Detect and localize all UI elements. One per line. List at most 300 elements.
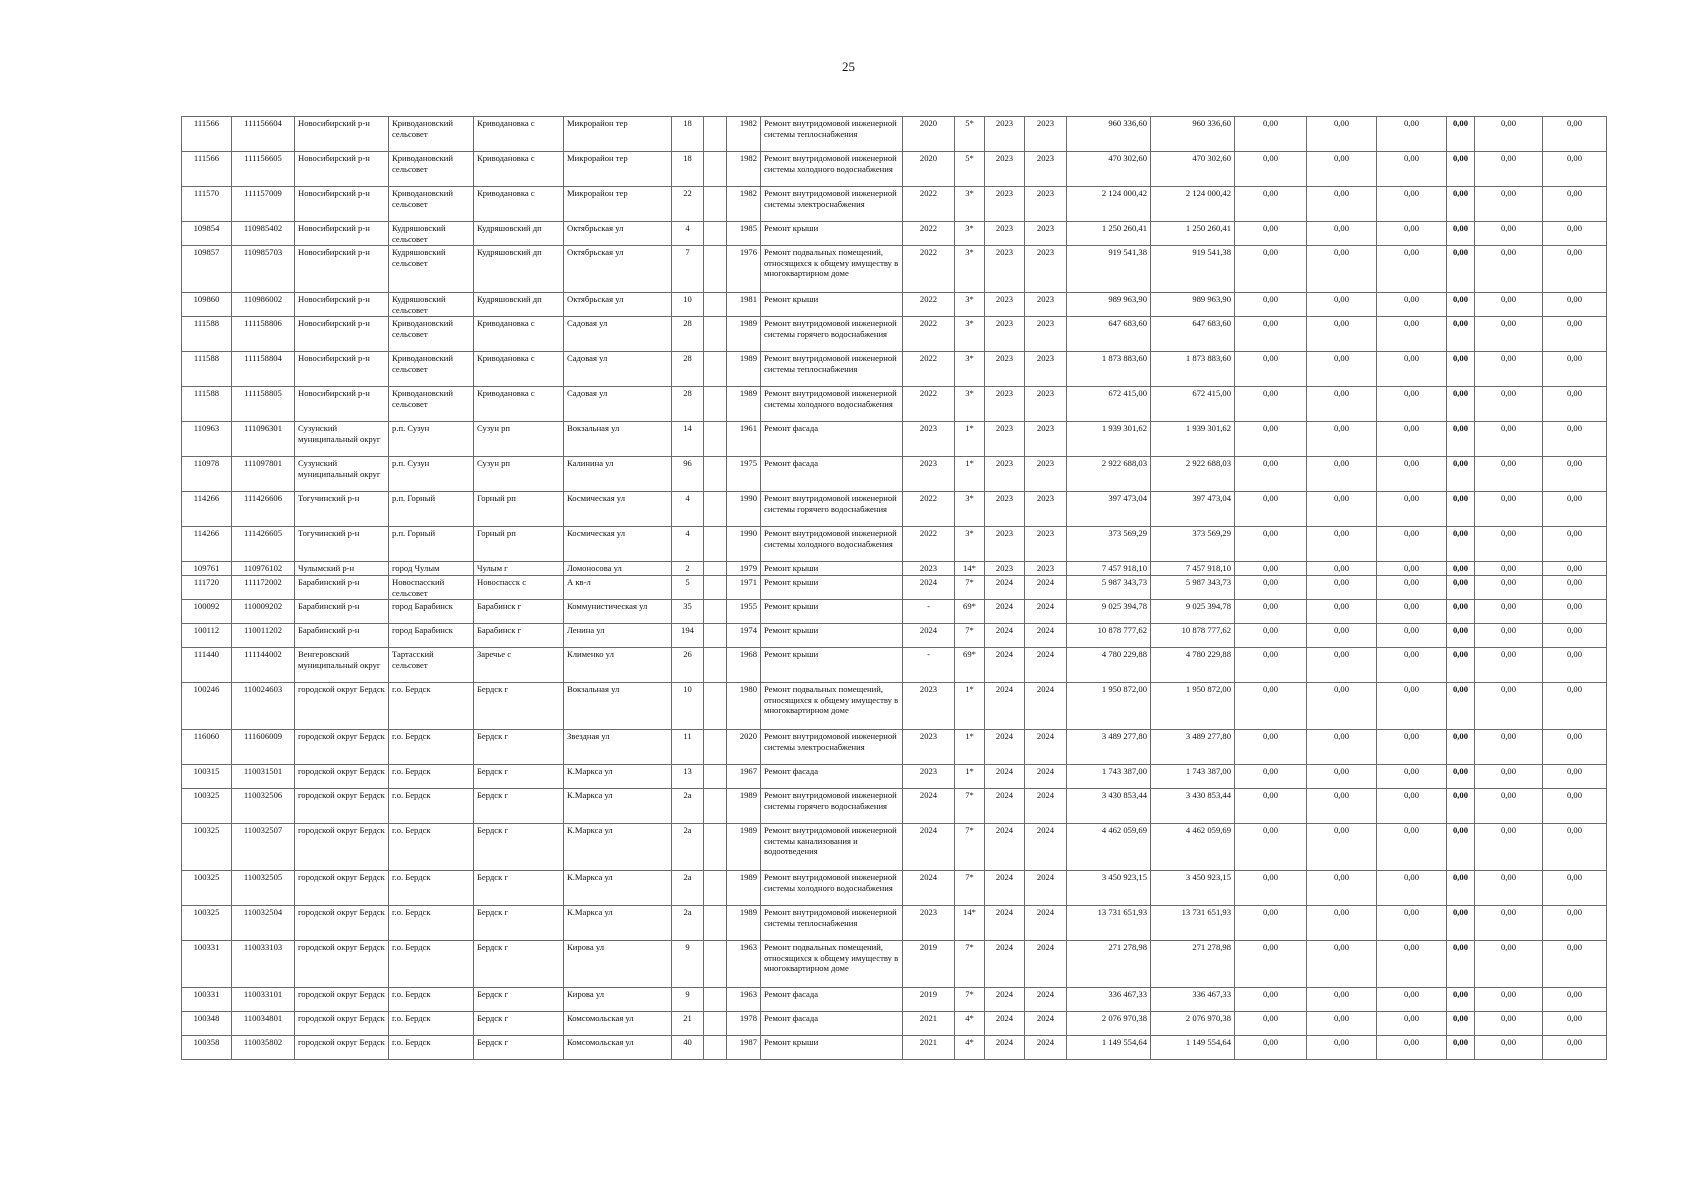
value-zero-cell: 0,00 bbox=[1543, 941, 1607, 988]
value-zero-cell: 0,00 bbox=[1307, 317, 1377, 352]
plan-year-cell: 2022 bbox=[903, 246, 955, 293]
start-year-cell: 2024 bbox=[985, 941, 1025, 988]
value-zero-cell: 0,00 bbox=[1475, 492, 1543, 527]
street-cell: Микрорайон тер bbox=[564, 117, 672, 152]
value-zero-cell: 0,00 bbox=[1235, 317, 1307, 352]
house-number-cell: 9 bbox=[672, 988, 704, 1012]
table-row bbox=[182, 562, 1607, 576]
value-zero-cell: 0,00 bbox=[1235, 906, 1307, 941]
house-code-cell: 111144002 bbox=[232, 648, 295, 683]
total-cost-cell: 1 939 301,62 bbox=[1067, 422, 1151, 457]
build-year-cell: 1989 bbox=[727, 824, 761, 871]
end-year-cell: 2023 bbox=[1025, 117, 1067, 152]
start-year-cell: 2024 bbox=[985, 906, 1025, 941]
start-year-cell: 2024 bbox=[985, 683, 1025, 730]
total-cost-cell: 7 457 918,10 bbox=[1067, 562, 1151, 576]
total-cost-cell: 9 025 394,78 bbox=[1067, 600, 1151, 624]
total-cost-cell: 672 415,00 bbox=[1067, 387, 1151, 422]
house-number-cell: 4 bbox=[672, 492, 704, 527]
council-cell: г.о. Бердск bbox=[389, 824, 474, 871]
end-year-cell: 2024 bbox=[1025, 789, 1067, 824]
house-number-cell: 28 bbox=[672, 387, 704, 422]
value-zero-cell: 0,00 bbox=[1235, 824, 1307, 871]
value-zero-cell: 0,00 bbox=[1475, 906, 1543, 941]
value-zero-cell: 0,00 bbox=[1543, 1012, 1607, 1036]
build-year-cell: 1985 bbox=[727, 222, 761, 246]
table-row bbox=[182, 222, 1607, 246]
value-zero-cell: 0,00 bbox=[1543, 906, 1607, 941]
total-cost-cell: 1 950 872,00 bbox=[1067, 683, 1151, 730]
value-zero-cell: 0,00 bbox=[1447, 575, 1475, 599]
work-type-cell: Ремонт внутридомовой инженерной системы теплоснабжения bbox=[761, 906, 903, 941]
district-cell: Чулымский р-н bbox=[295, 562, 389, 576]
district-cell: Новосибирский р-н bbox=[295, 222, 389, 246]
build-year-cell: 1963 bbox=[727, 941, 761, 988]
value-zero-cell: 0,00 bbox=[1235, 527, 1307, 562]
value-zero-cell: 0,00 bbox=[1543, 527, 1607, 562]
end-year-cell: 2023 bbox=[1025, 222, 1067, 246]
value-zero-cell: 0,00 bbox=[1543, 789, 1607, 824]
plan-year-cell: - bbox=[903, 648, 955, 683]
council-cell: г.о. Бердск bbox=[389, 871, 474, 906]
locality-cell: Сузун рп bbox=[474, 422, 564, 457]
note-mark-cell: 3* bbox=[955, 317, 985, 352]
plan-year-cell: 2024 bbox=[903, 624, 955, 648]
value-zero-cell: 0,00 bbox=[1475, 422, 1543, 457]
value-zero-cell: 0,00 bbox=[1377, 387, 1447, 422]
plan-year-cell: 2023 bbox=[903, 457, 955, 492]
house-number-cell: 2а bbox=[672, 906, 704, 941]
empty-col-cell bbox=[704, 600, 727, 624]
total-cost-cell: 647 683,60 bbox=[1067, 317, 1151, 352]
build-year-cell: 1980 bbox=[727, 683, 761, 730]
table-row bbox=[182, 246, 1607, 293]
value-zero-cell: 0,00 bbox=[1543, 824, 1607, 871]
row-id-cell: 100325 bbox=[182, 871, 232, 906]
locality-cell: Бердск г bbox=[474, 988, 564, 1012]
locality-cell: Криводановка с bbox=[474, 352, 564, 387]
table-row bbox=[182, 600, 1607, 624]
empty-col-cell bbox=[704, 988, 727, 1012]
plan-year-cell: 2023 bbox=[903, 422, 955, 457]
street-cell: Клименко ул bbox=[564, 648, 672, 683]
build-year-cell: 1974 bbox=[727, 624, 761, 648]
value-zero-cell: 0,00 bbox=[1475, 562, 1543, 576]
council-cell: г.о. Бердск bbox=[389, 730, 474, 765]
district-cell: Новосибирский р-н bbox=[295, 246, 389, 293]
council-cell: город Барабинск bbox=[389, 600, 474, 624]
work-type-cell: Ремонт фасада bbox=[761, 457, 903, 492]
locality-cell: Горный рп bbox=[474, 492, 564, 527]
total-cost-cell: 3 489 277,80 bbox=[1067, 730, 1151, 765]
note-mark-cell: 1* bbox=[955, 765, 985, 789]
row-id-cell: 111440 bbox=[182, 648, 232, 683]
district-cell: городской округ Бердск bbox=[295, 941, 389, 988]
fund-cost-cell: 1 873 883,60 bbox=[1151, 352, 1235, 387]
plan-year-cell: 2023 bbox=[903, 730, 955, 765]
end-year-cell: 2024 bbox=[1025, 1036, 1067, 1060]
value-zero-cell: 0,00 bbox=[1475, 941, 1543, 988]
value-zero-cell: 0,00 bbox=[1307, 187, 1377, 222]
row-id-cell: 100331 bbox=[182, 988, 232, 1012]
fund-cost-cell: 647 683,60 bbox=[1151, 317, 1235, 352]
end-year-cell: 2024 bbox=[1025, 765, 1067, 789]
house-code-cell: 111097801 bbox=[232, 457, 295, 492]
value-zero-cell: 0,00 bbox=[1377, 871, 1447, 906]
street-cell: К.Маркса ул bbox=[564, 789, 672, 824]
value-zero-cell: 0,00 bbox=[1307, 352, 1377, 387]
value-zero-cell: 0,00 bbox=[1235, 187, 1307, 222]
house-code-cell: 110985703 bbox=[232, 246, 295, 293]
build-year-cell: 1981 bbox=[727, 293, 761, 317]
house-number-cell: 10 bbox=[672, 293, 704, 317]
street-cell: Комсомольская ул bbox=[564, 1036, 672, 1060]
house-code-cell: 110034801 bbox=[232, 1012, 295, 1036]
table-body bbox=[182, 117, 1607, 1060]
value-zero-cell: 0,00 bbox=[1235, 246, 1307, 293]
table-row bbox=[182, 575, 1607, 599]
value-zero-cell: 0,00 bbox=[1377, 246, 1447, 293]
fund-cost-cell: 1 250 260,41 bbox=[1151, 222, 1235, 246]
value-zero-cell: 0,00 bbox=[1377, 906, 1447, 941]
total-cost-cell: 4 780 229,88 bbox=[1067, 648, 1151, 683]
house-code-cell: 110985402 bbox=[232, 222, 295, 246]
build-year-cell: 1987 bbox=[727, 1036, 761, 1060]
locality-cell: Кудряшовский дп bbox=[474, 293, 564, 317]
end-year-cell: 2023 bbox=[1025, 387, 1067, 422]
street-cell: Коммунистическая ул bbox=[564, 600, 672, 624]
note-mark-cell: 7* bbox=[955, 575, 985, 599]
value-zero-cell: 0,00 bbox=[1377, 527, 1447, 562]
value-zero-cell: 0,00 bbox=[1447, 600, 1475, 624]
value-zero-cell: 0,00 bbox=[1475, 222, 1543, 246]
end-year-cell: 2023 bbox=[1025, 293, 1067, 317]
value-zero-cell: 0,00 bbox=[1307, 457, 1377, 492]
council-cell: г.о. Бердск bbox=[389, 988, 474, 1012]
build-year-cell: 1971 bbox=[727, 575, 761, 599]
value-zero-cell: 0,00 bbox=[1447, 1012, 1475, 1036]
table-row bbox=[182, 527, 1607, 562]
value-zero-cell: 0,00 bbox=[1377, 317, 1447, 352]
street-cell: Космическая ул bbox=[564, 527, 672, 562]
start-year-cell: 2024 bbox=[985, 871, 1025, 906]
work-type-cell: Ремонт крыши bbox=[761, 562, 903, 576]
value-zero-cell: 0,00 bbox=[1307, 789, 1377, 824]
value-zero-cell: 0,00 bbox=[1377, 765, 1447, 789]
total-cost-cell: 2 076 970,38 bbox=[1067, 1012, 1151, 1036]
house-number-cell: 2а bbox=[672, 789, 704, 824]
house-code-cell: 111157009 bbox=[232, 187, 295, 222]
locality-cell: Криводановка с bbox=[474, 152, 564, 187]
total-cost-cell: 1 250 260,41 bbox=[1067, 222, 1151, 246]
street-cell: Космическая ул bbox=[564, 492, 672, 527]
value-zero-cell: 0,00 bbox=[1235, 988, 1307, 1012]
row-id-cell: 100325 bbox=[182, 824, 232, 871]
fund-cost-cell: 1 149 554,64 bbox=[1151, 1036, 1235, 1060]
district-cell: городской округ Бердск bbox=[295, 1012, 389, 1036]
start-year-cell: 2024 bbox=[985, 600, 1025, 624]
value-zero-cell: 0,00 bbox=[1447, 387, 1475, 422]
fund-cost-cell: 989 963,90 bbox=[1151, 293, 1235, 317]
work-type-cell: Ремонт внутридомовой инженерной системы канализования и водоотведения bbox=[761, 824, 903, 871]
value-zero-cell: 0,00 bbox=[1377, 988, 1447, 1012]
build-year-cell: 1978 bbox=[727, 1012, 761, 1036]
end-year-cell: 2024 bbox=[1025, 575, 1067, 599]
locality-cell: Бердск г bbox=[474, 871, 564, 906]
table-row bbox=[182, 1012, 1607, 1036]
value-zero-cell: 0,00 bbox=[1543, 683, 1607, 730]
locality-cell: Криводановка с bbox=[474, 317, 564, 352]
capital-repair-table bbox=[181, 116, 1607, 1060]
end-year-cell: 2024 bbox=[1025, 988, 1067, 1012]
house-code-cell: 111426605 bbox=[232, 527, 295, 562]
build-year-cell: 1989 bbox=[727, 906, 761, 941]
house-code-cell: 111096301 bbox=[232, 422, 295, 457]
value-zero-cell: 0,00 bbox=[1475, 457, 1543, 492]
district-cell: Новосибирский р-н bbox=[295, 387, 389, 422]
start-year-cell: 2023 bbox=[985, 422, 1025, 457]
value-zero-cell: 0,00 bbox=[1543, 317, 1607, 352]
value-zero-cell: 0,00 bbox=[1377, 457, 1447, 492]
house-number-cell: 11 bbox=[672, 730, 704, 765]
total-cost-cell: 373 569,29 bbox=[1067, 527, 1151, 562]
locality-cell: Криводановка с bbox=[474, 117, 564, 152]
house-code-cell: 111158804 bbox=[232, 352, 295, 387]
fund-cost-cell: 271 278,98 bbox=[1151, 941, 1235, 988]
row-id-cell: 111720 bbox=[182, 575, 232, 599]
value-zero-cell: 0,00 bbox=[1543, 457, 1607, 492]
house-code-cell: 110031501 bbox=[232, 765, 295, 789]
council-cell: Кудряшовский сельсовет bbox=[389, 293, 474, 317]
table-row bbox=[182, 422, 1607, 457]
district-cell: Сузунский муниципальный округ bbox=[295, 457, 389, 492]
district-cell: городской округ Бердск bbox=[295, 871, 389, 906]
build-year-cell: 1975 bbox=[727, 457, 761, 492]
value-zero-cell: 0,00 bbox=[1307, 422, 1377, 457]
total-cost-cell: 336 467,33 bbox=[1067, 988, 1151, 1012]
value-zero-cell: 0,00 bbox=[1235, 117, 1307, 152]
work-type-cell: Ремонт внутридомовой инженерной системы холодного водоснабжения bbox=[761, 387, 903, 422]
plan-year-cell: 2023 bbox=[903, 562, 955, 576]
value-zero-cell: 0,00 bbox=[1307, 600, 1377, 624]
house-code-cell: 110986002 bbox=[232, 293, 295, 317]
work-type-cell: Ремонт внутридомовой инженерной системы теплоснабжения bbox=[761, 352, 903, 387]
start-year-cell: 2023 bbox=[985, 562, 1025, 576]
start-year-cell: 2024 bbox=[985, 988, 1025, 1012]
house-code-cell: 110033103 bbox=[232, 941, 295, 988]
plan-year-cell: 2023 bbox=[903, 683, 955, 730]
table-row bbox=[182, 871, 1607, 906]
total-cost-cell: 919 541,38 bbox=[1067, 246, 1151, 293]
value-zero-cell: 0,00 bbox=[1543, 575, 1607, 599]
council-cell: г.о. Бердск bbox=[389, 941, 474, 988]
value-zero-cell: 0,00 bbox=[1447, 624, 1475, 648]
table-row bbox=[182, 1036, 1607, 1060]
value-zero-cell: 0,00 bbox=[1447, 293, 1475, 317]
council-cell: р.п. Горный bbox=[389, 492, 474, 527]
value-zero-cell: 0,00 bbox=[1307, 988, 1377, 1012]
locality-cell: Криводановка с bbox=[474, 387, 564, 422]
street-cell: Вокзальная ул bbox=[564, 422, 672, 457]
value-zero-cell: 0,00 bbox=[1447, 941, 1475, 988]
value-zero-cell: 0,00 bbox=[1543, 222, 1607, 246]
value-zero-cell: 0,00 bbox=[1235, 648, 1307, 683]
empty-col-cell bbox=[704, 422, 727, 457]
value-zero-cell: 0,00 bbox=[1377, 352, 1447, 387]
value-zero-cell: 0,00 bbox=[1543, 730, 1607, 765]
row-id-cell: 116060 bbox=[182, 730, 232, 765]
value-zero-cell: 0,00 bbox=[1307, 527, 1377, 562]
value-zero-cell: 0,00 bbox=[1447, 457, 1475, 492]
build-year-cell: 1961 bbox=[727, 422, 761, 457]
work-type-cell: Ремонт внутридомовой инженерной системы электроснабжения bbox=[761, 730, 903, 765]
start-year-cell: 2023 bbox=[985, 293, 1025, 317]
value-zero-cell: 0,00 bbox=[1307, 683, 1377, 730]
start-year-cell: 2023 bbox=[985, 527, 1025, 562]
plan-year-cell: 2024 bbox=[903, 789, 955, 824]
value-zero-cell: 0,00 bbox=[1377, 575, 1447, 599]
value-zero-cell: 0,00 bbox=[1447, 988, 1475, 1012]
plan-year-cell: 2020 bbox=[903, 117, 955, 152]
table-row bbox=[182, 988, 1607, 1012]
value-zero-cell: 0,00 bbox=[1377, 492, 1447, 527]
plan-year-cell: 2020 bbox=[903, 152, 955, 187]
council-cell: Новоспасский сельсовет bbox=[389, 575, 474, 599]
note-mark-cell: 7* bbox=[955, 789, 985, 824]
fund-cost-cell: 470 302,60 bbox=[1151, 152, 1235, 187]
house-code-cell: 110976102 bbox=[232, 562, 295, 576]
work-type-cell: Ремонт крыши bbox=[761, 1036, 903, 1060]
row-id-cell: 109860 bbox=[182, 293, 232, 317]
plan-year-cell: 2022 bbox=[903, 492, 955, 527]
empty-col-cell bbox=[704, 906, 727, 941]
work-type-cell: Ремонт фасада bbox=[761, 422, 903, 457]
row-id-cell: 100358 bbox=[182, 1036, 232, 1060]
note-mark-cell: 7* bbox=[955, 941, 985, 988]
house-number-cell: 18 bbox=[672, 152, 704, 187]
value-zero-cell: 0,00 bbox=[1543, 352, 1607, 387]
street-cell: Октябрьская ул bbox=[564, 246, 672, 293]
end-year-cell: 2023 bbox=[1025, 246, 1067, 293]
district-cell: городской округ Бердск bbox=[295, 730, 389, 765]
district-cell: Новосибирский р-н bbox=[295, 352, 389, 387]
locality-cell: Бердск г bbox=[474, 730, 564, 765]
locality-cell: Бердск г bbox=[474, 1012, 564, 1036]
note-mark-cell: 1* bbox=[955, 730, 985, 765]
value-zero-cell: 0,00 bbox=[1307, 871, 1377, 906]
value-zero-cell: 0,00 bbox=[1307, 648, 1377, 683]
note-mark-cell: 5* bbox=[955, 117, 985, 152]
district-cell: Новосибирский р-н bbox=[295, 152, 389, 187]
work-type-cell: Ремонт подвальных помещений, относящихся к общему имуществу в многоквартирном доме bbox=[761, 683, 903, 730]
start-year-cell: 2023 bbox=[985, 246, 1025, 293]
row-id-cell: 110978 bbox=[182, 457, 232, 492]
empty-col-cell bbox=[704, 527, 727, 562]
house-code-cell: 110035802 bbox=[232, 1036, 295, 1060]
value-zero-cell: 0,00 bbox=[1307, 222, 1377, 246]
start-year-cell: 2023 bbox=[985, 352, 1025, 387]
value-zero-cell: 0,00 bbox=[1475, 824, 1543, 871]
empty-col-cell bbox=[704, 246, 727, 293]
total-cost-cell: 3 430 853,44 bbox=[1067, 789, 1151, 824]
end-year-cell: 2024 bbox=[1025, 871, 1067, 906]
empty-col-cell bbox=[704, 683, 727, 730]
note-mark-cell: 3* bbox=[955, 352, 985, 387]
house-number-cell: 9 bbox=[672, 941, 704, 988]
note-mark-cell: 14* bbox=[955, 906, 985, 941]
district-cell: городской округ Бердск bbox=[295, 824, 389, 871]
council-cell: Криводановский сельсовет bbox=[389, 117, 474, 152]
work-type-cell: Ремонт фасада bbox=[761, 765, 903, 789]
street-cell: Ломоносова ул bbox=[564, 562, 672, 576]
start-year-cell: 2023 bbox=[985, 317, 1025, 352]
council-cell: г.о. Бердск bbox=[389, 765, 474, 789]
value-zero-cell: 0,00 bbox=[1543, 492, 1607, 527]
value-zero-cell: 0,00 bbox=[1377, 789, 1447, 824]
start-year-cell: 2024 bbox=[985, 765, 1025, 789]
value-zero-cell: 0,00 bbox=[1235, 293, 1307, 317]
house-number-cell: 26 bbox=[672, 648, 704, 683]
value-zero-cell: 0,00 bbox=[1543, 765, 1607, 789]
value-zero-cell: 0,00 bbox=[1235, 683, 1307, 730]
build-year-cell: 1955 bbox=[727, 600, 761, 624]
end-year-cell: 2023 bbox=[1025, 152, 1067, 187]
row-id-cell: 100315 bbox=[182, 765, 232, 789]
empty-col-cell bbox=[704, 1012, 727, 1036]
value-zero-cell: 0,00 bbox=[1543, 293, 1607, 317]
locality-cell: Сузун рп bbox=[474, 457, 564, 492]
row-id-cell: 100348 bbox=[182, 1012, 232, 1036]
row-id-cell: 111566 bbox=[182, 152, 232, 187]
table-row bbox=[182, 624, 1607, 648]
district-cell: Венгеровский муниципальный округ bbox=[295, 648, 389, 683]
total-cost-cell: 1 149 554,64 bbox=[1067, 1036, 1151, 1060]
value-zero-cell: 0,00 bbox=[1307, 492, 1377, 527]
value-zero-cell: 0,00 bbox=[1475, 152, 1543, 187]
value-zero-cell: 0,00 bbox=[1447, 492, 1475, 527]
build-year-cell: 1989 bbox=[727, 387, 761, 422]
work-type-cell: Ремонт внутридомовой инженерной системы холодного водоснабжения bbox=[761, 871, 903, 906]
table-row bbox=[182, 765, 1607, 789]
value-zero-cell: 0,00 bbox=[1447, 648, 1475, 683]
value-zero-cell: 0,00 bbox=[1447, 352, 1475, 387]
value-zero-cell: 0,00 bbox=[1377, 1036, 1447, 1060]
build-year-cell: 1989 bbox=[727, 352, 761, 387]
fund-cost-cell: 4 780 229,88 bbox=[1151, 648, 1235, 683]
value-zero-cell: 0,00 bbox=[1307, 152, 1377, 187]
district-cell: Новосибирский р-н bbox=[295, 187, 389, 222]
fund-cost-cell: 3 430 853,44 bbox=[1151, 789, 1235, 824]
row-id-cell: 109857 bbox=[182, 246, 232, 293]
value-zero-cell: 0,00 bbox=[1307, 246, 1377, 293]
build-year-cell: 2020 bbox=[727, 730, 761, 765]
fund-cost-cell: 397 473,04 bbox=[1151, 492, 1235, 527]
district-cell: городской округ Бердск bbox=[295, 988, 389, 1012]
row-id-cell: 100325 bbox=[182, 906, 232, 941]
council-cell: Криводановский сельсовет bbox=[389, 352, 474, 387]
empty-col-cell bbox=[704, 117, 727, 152]
empty-col-cell bbox=[704, 317, 727, 352]
end-year-cell: 2023 bbox=[1025, 562, 1067, 576]
council-cell: Кудряшовский сельсовет bbox=[389, 246, 474, 293]
locality-cell: Заречье с bbox=[474, 648, 564, 683]
row-id-cell: 100112 bbox=[182, 624, 232, 648]
work-type-cell: Ремонт фасада bbox=[761, 988, 903, 1012]
house-code-cell: 111158805 bbox=[232, 387, 295, 422]
locality-cell: Бердск г bbox=[474, 824, 564, 871]
fund-cost-cell: 5 987 343,73 bbox=[1151, 575, 1235, 599]
value-zero-cell: 0,00 bbox=[1447, 527, 1475, 562]
